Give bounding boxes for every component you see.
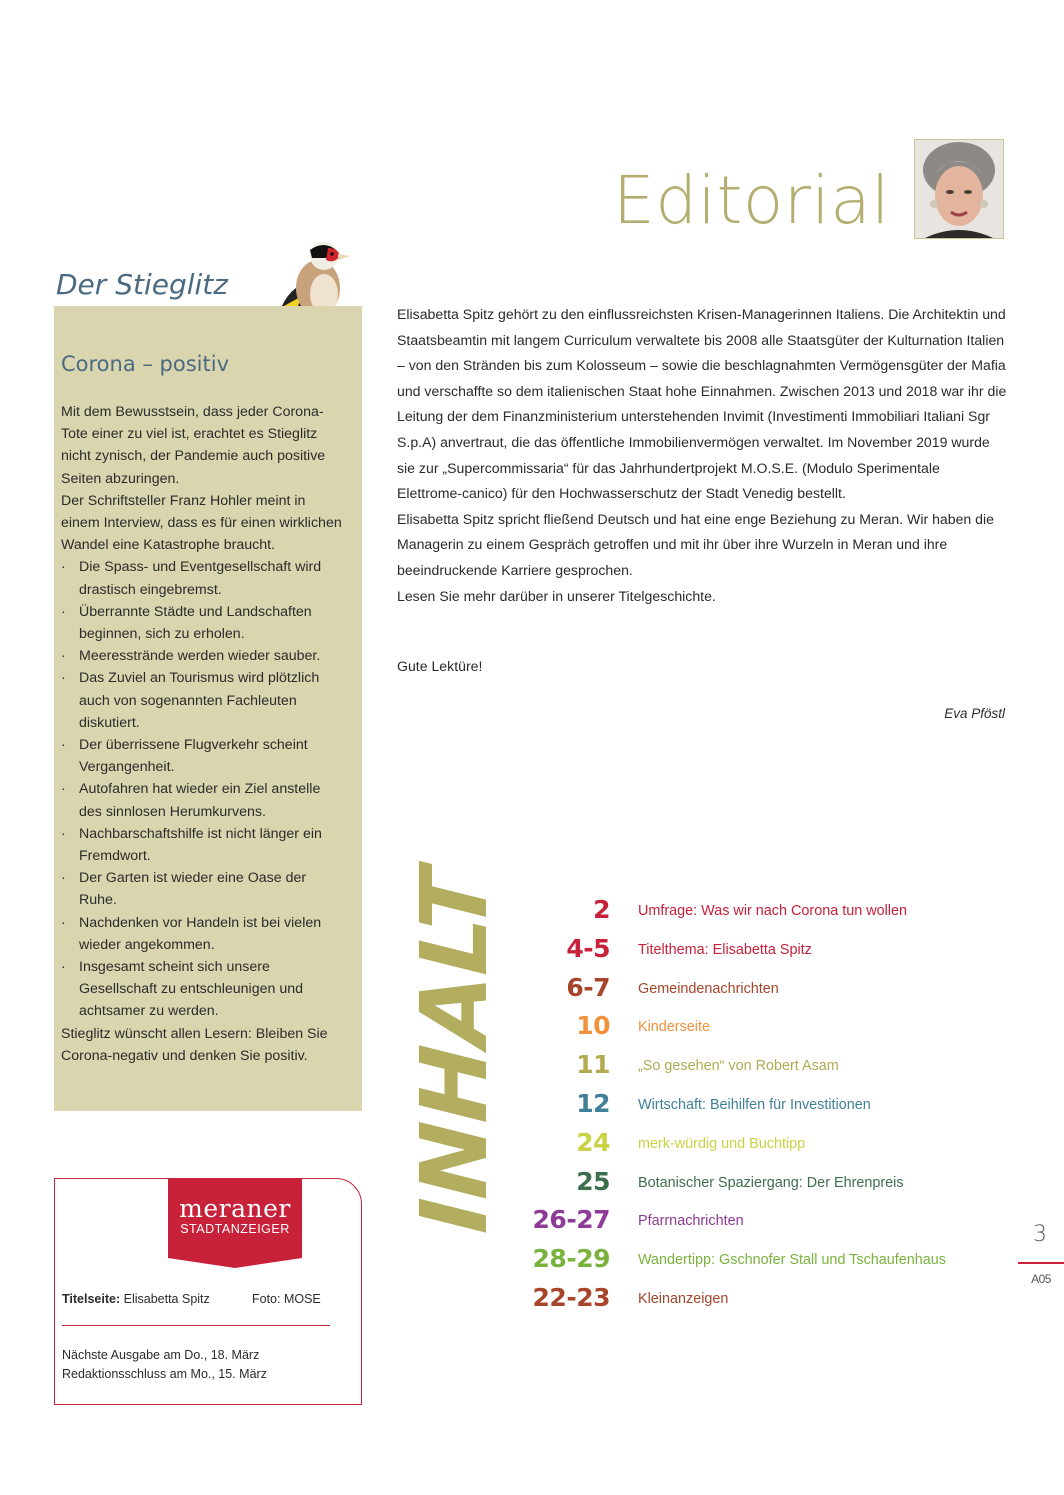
toc-entry-title[interactable]: Wandertipp: Gschnofer Stall und Tschaufenhaus	[638, 1252, 946, 1269]
stieglitz-closing: Stieglitz wünscht allen Lesern: Bleiben Sie Corona-negativ und denken Sie positiv.	[61, 1025, 328, 1064]
toc-page-number: 2	[593, 895, 610, 924]
list-item: · Autofahren hat wieder ein Ziel anstelle des sinnlosen Herumkurvens.	[61, 778, 347, 822]
list-item: · Nachdenken vor Handeln ist bei vielen wieder angekommen.	[61, 912, 347, 956]
masthead-logo	[168, 1178, 302, 1268]
toc-page-number: 12	[576, 1089, 610, 1118]
toc-entry-title[interactable]: Pfarrnachrichten	[638, 1213, 744, 1230]
list-item: · Insgesamt scheint sich unsere Gesellschaft zu entschleunigen und achtsamer zu werden.	[61, 956, 347, 1023]
stieglitz-intro: Mit dem Bewusstsein, dass jeder Corona-Tote einer zu viel ist, erachtet es Stieglitz nicht zynisch, der Pandemie auch positive Seiten abzuringen.	[61, 404, 326, 487]
list-item: · Der Garten ist wieder eine Oase der Ruhe.	[61, 867, 347, 911]
toc-page-number: 11	[576, 1050, 610, 1080]
editorial-signature: Eva Pföstl	[944, 706, 1005, 721]
toc-entry-title[interactable]: merk-würdig und Buchtipp	[638, 1135, 806, 1152]
toc-page-number: 4-5	[566, 933, 610, 963]
toc-entry-title[interactable]: Gemeindenachrichten	[638, 980, 779, 997]
page-number: 3	[1033, 1222, 1047, 1247]
masthead-name: meraner	[179, 1194, 291, 1223]
list-item: · Der überrissene Flugverkehr scheint Vergangenheit.	[61, 734, 347, 778]
toc-page-number: 6-7	[566, 972, 610, 1002]
editorial-body	[397, 302, 1007, 609]
author-photo	[914, 139, 1004, 239]
stieglitz-heading: Der Stieglitz	[56, 268, 228, 301]
page-number-rule	[1018, 1262, 1064, 1264]
list-item: · Nachbarschaftshilfe ist nicht länger ein Fremdwort.	[61, 823, 347, 867]
editorial-paragraph: Lesen Sie mehr darüber in unserer Titelgeschichte.	[397, 587, 716, 604]
contents-label-text: INHALT	[401, 854, 509, 1247]
contents-label	[401, 854, 509, 1247]
stieglitz-subheading: Corona – positiv	[61, 352, 230, 376]
toc-page-number: 10	[576, 1011, 610, 1041]
imprint-divider	[62, 1325, 330, 1326]
page-code: A05	[1031, 1272, 1051, 1286]
toc-entry-title[interactable]: Kinderseite	[638, 1019, 710, 1036]
cover-label: Titelseite:	[62, 1292, 121, 1306]
toc-entry-title[interactable]: „So gesehen“ von Robert Asam	[638, 1058, 839, 1075]
stieglitz-quote-intro: Der Schriftsteller Franz Hohler meint in einem Interview, dass es für einen wirklichen Wandel eine Katastrophe braucht.	[61, 492, 342, 554]
list-item: · Das Zuviel an Tourismus wird plötzlich auch von sogenannten Fachleuten diskutiert.	[61, 667, 347, 734]
stieglitz-text	[61, 401, 347, 1067]
cover-value: Elisabetta Spitz	[123, 1292, 210, 1306]
toc-page-number: 22-23	[532, 1283, 610, 1312]
toc-page-number: 25	[576, 1166, 610, 1196]
toc-page-number: 24	[576, 1127, 610, 1157]
toc-entry-title[interactable]: Titelthema: Elisabetta Spitz	[638, 941, 812, 958]
cover-credit	[62, 1292, 210, 1306]
photo-credit: Foto: MOSE	[252, 1292, 321, 1306]
editorial-title: Editorial	[613, 162, 890, 239]
editorial-paragraph: Elisabetta Spitz spricht fließend Deutsch und hat eine enge Beziehung zu Meran. Wir haben die Managerin zu einem Gespräch getroffen und mit ihr über ihre Wurzeln in Meran und ihre beeindruckende Karriere gesprochen.	[397, 510, 994, 578]
toc-entry-title[interactable]: Botanischer Spaziergang: Der Ehrenpreis	[638, 1174, 904, 1191]
next-issue-date: Nächste Ausgabe am Do., 18. März	[62, 1348, 260, 1362]
toc-page-number: 28-29	[532, 1244, 610, 1274]
list-item: · Die Spass- und Eventgesellschaft wird drastisch eingebremst.	[61, 556, 347, 600]
toc-entry-title[interactable]: Umfrage: Was wir nach Corona tun wollen	[638, 903, 908, 919]
editorial-paragraph: Elisabetta Spitz gehört zu den einflussreichsten Krisen-Managerinnen Italiens. Die Architektin und Staatsbeamtin mit langem Curriculum verwaltete bis 2008 alle Staatsgüter der Kulturnation Italien – von den Stränden bis zum Kolosseum – sowie die beschlagnahmten Vermögensgüter der Mafia und verschaffte so dem italienischen Staat hohe Einnahmen. Zwischen 2013 und 2018 war ihr die Leitung der dem Finanzministerium unterstehenden Invimit (Investimenti Immobiliari Italiani Sgr S.p.A) anvertraut, die das öffentliche Immobilienvermögen verwaltet. Im November 2019 wurde sie zur „Supercommissaria“ für das Jahrhundertprojekt M.O.S.E. (Modulo Sperimentale Elettrome-canico) für den Hochwasserschutz der Stadt Venedig bestellt.	[397, 306, 1007, 502]
toc-page-number: 26-27	[532, 1205, 610, 1235]
toc-entry-title[interactable]: Kleinanzeigen	[638, 1291, 729, 1307]
list-item: · Überrannte Städte und Landschaften beginnen, sich zu erholen.	[61, 601, 347, 645]
toc-entry-title[interactable]: Wirtschaft: Beihilfen für Investitionen	[638, 1097, 871, 1113]
list-item: · Meeresstrände werden wieder sauber.	[61, 645, 347, 667]
masthead-subtitle: STADTANZEIGER	[180, 1222, 290, 1236]
editorial-greeting: Gute Lektüre!	[397, 658, 483, 674]
editorial-deadline: Redaktionsschluss am Mo., 15. März	[62, 1367, 267, 1381]
stieglitz-bullet-list	[61, 556, 347, 1022]
